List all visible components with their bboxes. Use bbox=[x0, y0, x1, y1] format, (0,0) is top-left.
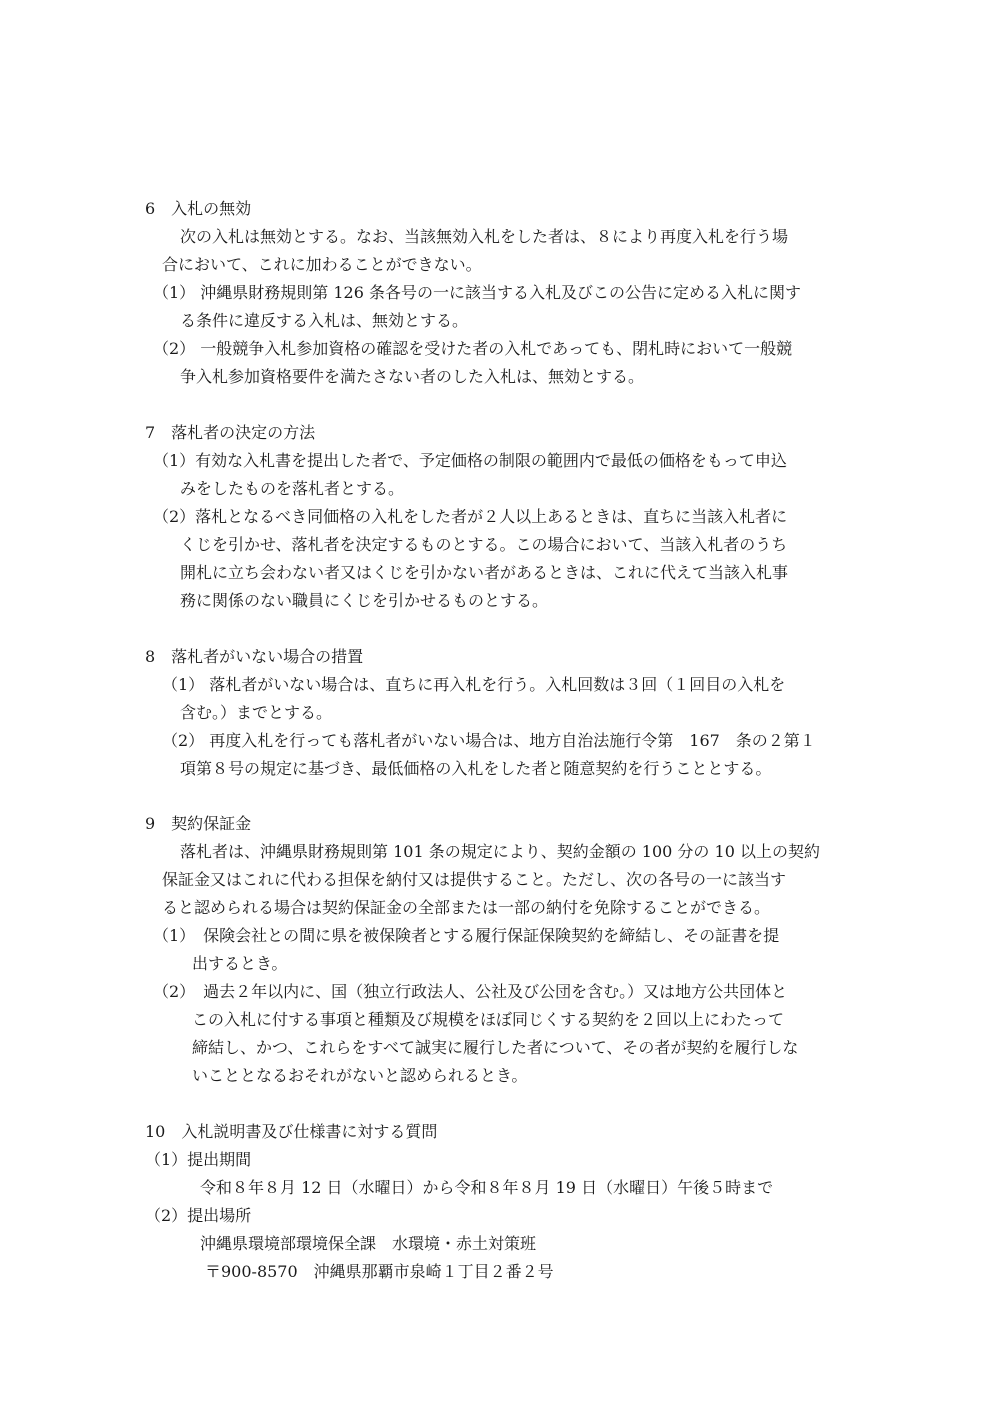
section-7-item-1-line-2: みをしたものを落札者とする。 bbox=[180, 479, 405, 498]
section-9-item-2-line-1: （2） 過去２年以内に、国（独立行政法人、公社及び公団を含む。）又は地方公共団体と bbox=[153, 982, 788, 1001]
section-9-item-2-line-2: この入札に付する事項と種類及び規模をほぼ同じくする契約を２回以上にわたって bbox=[192, 1010, 785, 1029]
section-6-intro-line-2: 合において、これに加わることができない。 bbox=[162, 255, 482, 274]
section-8-item-1-line-1: （1） 落札者がいない場合は、直ちに再入札を行う。入札回数は３回（１回目の入札を bbox=[162, 675, 786, 694]
section-9-intro-line-3: ると認められる場合は契約保証金の全部または一部の納付を免除することができる。 bbox=[162, 898, 771, 917]
section-7-heading: 7 落札者の決定の方法 bbox=[145, 423, 316, 442]
section-6-item-1-line-1: （1） 沖縄県財務規則第 126 条各号の一に該当する入札及びこの公告に定める入札に関す bbox=[153, 283, 801, 302]
section-9-item-1-line-1: （1） 保険会社との間に県を被保険者とする履行保証保険契約を締結し、その証書を提 bbox=[153, 926, 780, 945]
section-10-item-2-line-1: 沖縄県環境部環境保全課 水環境・赤土対策班 bbox=[200, 1234, 537, 1253]
section-6-item-2-line-2: 争入札参加資格要件を満たさない者のした入札は、無効とする。 bbox=[180, 367, 645, 386]
section-10-item-2-label: （2）提出場所 bbox=[145, 1206, 252, 1225]
section-8-item-1-line-2: 含む。）までとする。 bbox=[180, 703, 333, 722]
section-6-heading: 6 入札の無効 bbox=[145, 199, 252, 218]
section-7-item-2-line-1: （2）落札となるべき同価格の入札をした者が２人以上あるときは、直ちに当該入札者に bbox=[153, 507, 788, 526]
section-7-item-2-line-3: 開札に立ち会わない者又はくじを引かない者があるときは、これに代えて当該入札事 bbox=[180, 563, 789, 582]
section-6-item-1-line-2: る条件に違反する入札は、無効とする。 bbox=[180, 311, 469, 330]
section-9-item-1-line-2: 出するとき。 bbox=[192, 954, 288, 973]
section-10-item-1-label: （1）提出期間 bbox=[145, 1150, 252, 1169]
section-6-intro-line-1: 次の入札は無効とする。なお、当該無効入札をした者は、８により再度入札を行う場 bbox=[180, 227, 789, 246]
section-9-item-2-line-4: いこととなるおそれがないと認められるとき。 bbox=[192, 1066, 528, 1085]
section-8-heading: 8 落札者がいない場合の措置 bbox=[145, 647, 364, 666]
section-7-item-2-line-2: くじを引かせ、落札者を決定するものとする。この場合において、当該入札者のうち bbox=[180, 535, 788, 554]
section-10-heading: 10 入札説明書及び仕様書に対する質問 bbox=[145, 1122, 438, 1141]
section-9-intro-line-1: 落札者は、沖縄県財務規則第 101 条の規定により、契約金額の 100 分の 10 以上の契約 bbox=[180, 842, 820, 861]
section-10-item-2-line-2: 〒900-8570 沖縄県那覇市泉崎１丁目２番２号 bbox=[205, 1262, 554, 1281]
section-10-item-1-text: 令和８年８月 12 日（水曜日）から令和８年８月 19 日（水曜日）午後５時まで bbox=[200, 1178, 774, 1197]
section-9-heading: 9 契約保証金 bbox=[145, 814, 252, 833]
section-8-item-2-line-1: （2） 再度入札を行っても落札者がいない場合は、地方自治法施行令第 167 条の２第１ bbox=[162, 731, 816, 750]
section-8-item-2-line-2: 項第８号の規定に基づき、最低価格の入札をした者と随意契約を行うこととする。 bbox=[180, 759, 772, 778]
section-6-item-2-line-1: （2） 一般競争入札参加資格の確認を受けた者の入札であっても、閉札時において一般競 bbox=[153, 339, 793, 358]
section-9-item-2-line-3: 締結し、かつ、これらをすべて誠実に履行した者について、その者が契約を履行しな bbox=[192, 1038, 799, 1057]
section-9-intro-line-2: 保証金又はこれに代わる担保を納付又は提供すること。ただし、次の各号の一に該当す bbox=[162, 870, 787, 889]
section-7-item-2-line-4: 務に関係のない職員にくじを引かせるものとする。 bbox=[180, 591, 549, 610]
section-7-item-1-line-1: （1）有効な入札書を提出した者で、予定価格の制限の範囲内で最低の価格をもって申込 bbox=[153, 451, 787, 470]
